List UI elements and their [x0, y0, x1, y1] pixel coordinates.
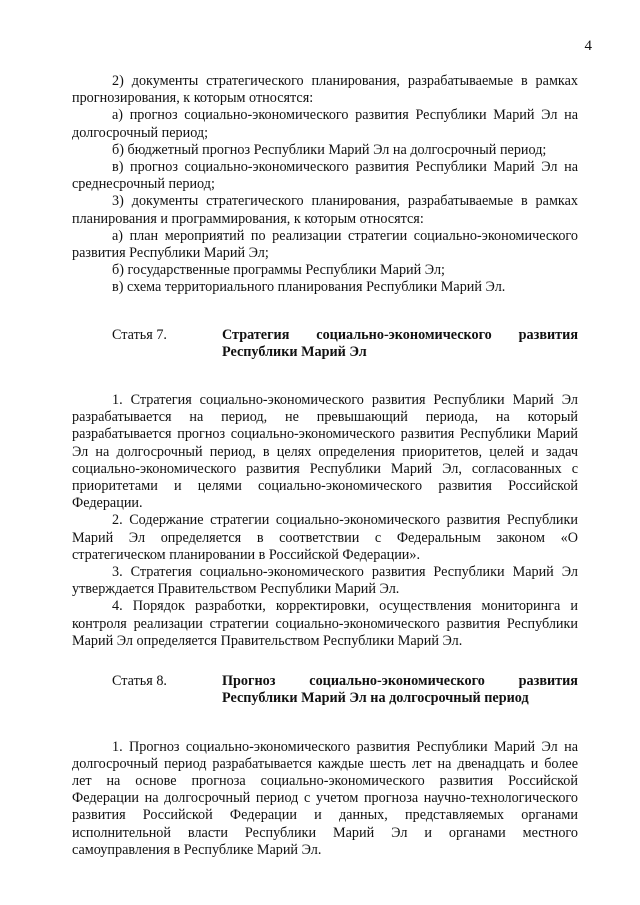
document-body [72, 73, 578, 859]
list-item: 3) документы стратегического планирования, разрабатываемые в рамках планирования и программирования, к которым относятся: [72, 193, 578, 227]
paragraph: 1. Стратегия социально-экономического развития Республики Марий Эл разрабатывается на период, не превышающий периода, на который разрабатывается прогноз социально-экономического развития Республики Марий Эл на долгосрочный период, в целях определения приоритетов, целей и задач социально-экономического развития Республики Марий Эл, согласованных с приоритетами и целями социально-экономического развития Российской Федерации. [72, 392, 578, 512]
article-7-heading [72, 327, 578, 361]
article-8-body [72, 739, 578, 859]
page-number: 4 [584, 38, 592, 54]
list-item: в) схема территориального планирования Республики Марий Эл. [112, 279, 506, 296]
article-8-heading [72, 673, 578, 707]
paragraph: 4. Порядок разработки, корректировки, осуществления мониторинга и контроля реализации стратегии социально-экономического развития Республики Марий Эл определяется Правительством Республики Марий Эл. [72, 598, 578, 649]
list-item: а) прогноз социально-экономического развития Республики Марий Эл на долгосрочный период; [72, 107, 578, 141]
list-block [72, 73, 578, 297]
list-item: 2) документы стратегического планирования, разрабатываемые в рамках прогнозирования, к которым относятся: [72, 73, 578, 107]
list-item: б) государственные программы Республики Марий Эл; [112, 262, 445, 279]
paragraph: 1. Прогноз социально-экономического развития Республики Марий Эл на долгосрочный период разрабатывается каждые шесть лет на двенадцать и более лет на основе прогноза социально-экономического развития Российской Федерации на долгосрочный период с учетом прогноза научно-технологического развития Российской Федерации и данных, представляемых органами исполнительной власти Республики Марий Эл и органами местного самоуправления в Республике Марий Эл. [72, 738, 578, 858]
list-item: в) прогноз социально-экономического развития Республики Марий Эл на среднесрочный период; [72, 159, 578, 193]
article-label: Статья 7. [112, 326, 167, 343]
paragraph: 3. Стратегия социально-экономического развития Республики Марий Эл утверждается Правительством Республики Марий Эл. [72, 564, 578, 598]
article-title: Прогноз социально-экономического развития Республики Марий Эл на долгосрочный период [222, 673, 578, 707]
article-label: Статья 8. [112, 673, 167, 690]
article-title: Стратегия социально-экономического развития Республики Марий Эл [222, 326, 578, 360]
list-item: б) бюджетный прогноз Республики Марий Эл на долгосрочный период; [112, 141, 547, 158]
list-item: а) план мероприятий по реализации стратегии социально-экономического развития Республики Марий Эл; [72, 227, 578, 262]
article-7-body [72, 392, 578, 650]
paragraph: 2. Содержание стратегии социально-экономического развития Республики Марий Эл определяется в соответствии с Федеральным законом «О стратегическом планировании в Российской Федерации». [72, 512, 578, 563]
